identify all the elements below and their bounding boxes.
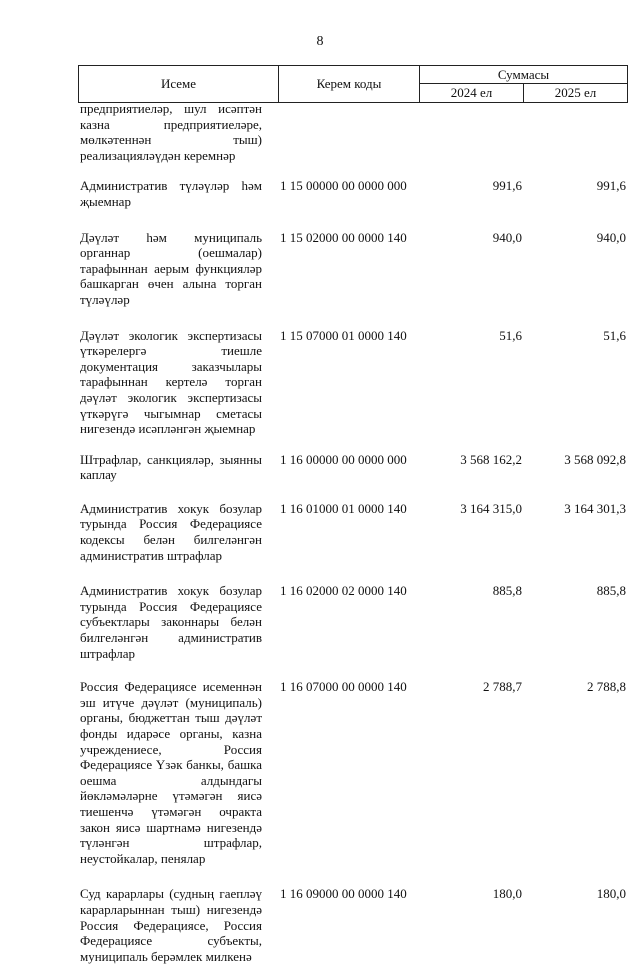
row-name-line: эш итүче дәүләт (муниципаль)	[80, 694, 262, 710]
row-name-line: турында Россия Федерациясе	[80, 598, 262, 614]
row-value-2025: 180,0	[596, 886, 626, 902]
row-name	[80, 178, 262, 209]
row-value-2025: 940,0	[596, 229, 626, 245]
header-year-2025: 2025 ел	[554, 85, 597, 100]
table-header	[78, 65, 628, 103]
row-name-line: дәүләт экологик экспертизасы	[80, 389, 262, 405]
row-name-line: Штрафлар, санкцияләр, зыянны	[80, 451, 262, 467]
row-name-line: түләүләр	[80, 291, 130, 307]
row-name-line: турында Россия Федерациясе	[80, 516, 262, 532]
header-name: Исеме	[79, 66, 279, 102]
row-name	[80, 452, 262, 483]
row-code: 1 15 07000 01 0000 140	[280, 327, 407, 343]
row-name-line: карарларыннан тыш) нигезендә	[80, 901, 262, 917]
row-value-2025: 885,8	[596, 583, 626, 599]
page-number: 8	[316, 34, 324, 49]
table-row	[80, 452, 628, 483]
row-name-line: билгеләнгән административ	[80, 630, 262, 646]
row-name	[80, 501, 262, 563]
row-name-line: закон яисә шартнамә нигезендә	[80, 819, 262, 835]
row-name-line: Россия Федерациясе, Россия	[80, 917, 262, 933]
row-name-line: Россия Федерациясе исеменнән	[80, 679, 262, 695]
row-value-2025: 991,6	[596, 178, 626, 194]
row-name	[80, 886, 262, 964]
row-name-line: йөкләмәләрне үтәмәгән яисә	[80, 788, 262, 804]
row-name-line: башкарган өчен алына торган	[80, 276, 262, 292]
row-value-2025: 3 164 301,3	[564, 500, 626, 516]
row-code: 1 16 01000 01 0000 140	[280, 500, 407, 516]
row-name-line: җыемнар	[80, 193, 131, 209]
row-name	[80, 101, 262, 163]
row-name-line: предприятиеләр, шул исәптән	[80, 101, 262, 116]
row-name-line: Федерациясе Үзәк банкы, башка	[80, 757, 262, 773]
row-name	[80, 230, 262, 308]
row-name-line: фонды идарәсе органы, казна	[80, 726, 262, 741]
row-value-2024: 940,0	[492, 229, 522, 245]
row-name	[80, 583, 262, 661]
header-sum: Суммасы	[420, 66, 627, 84]
row-value-2024: 991,6	[492, 178, 522, 194]
row-value-2025: 51,6	[603, 327, 626, 343]
row-name-line: учреждениесе, Россия	[80, 741, 262, 757]
header-year-2024: 2024 ел	[420, 84, 524, 102]
row-name-line: Административ түләүләр һәм	[80, 178, 262, 194]
row-name-line: Суд карарлары (судның гаепләү	[80, 886, 262, 902]
row-name-line: тарафыннан аерым функцияләр	[80, 260, 262, 276]
row-name-line: мөлкәтеннән тыш)	[80, 132, 262, 148]
row-value-2024: 3 164 315,0	[460, 500, 522, 516]
table-row	[80, 328, 628, 437]
table-row	[80, 679, 628, 866]
row-code: 1 16 00000 00 0000 000	[280, 451, 407, 467]
row-value-2024: 180,0	[492, 886, 522, 902]
row-name-line: реализацияләүдән керемнәр	[80, 147, 236, 163]
row-value-2024: 3 568 162,2	[460, 451, 522, 467]
table-row	[80, 230, 628, 308]
row-name-line: кодексы белән билгеләнгән	[80, 532, 262, 548]
row-code: 1 15 00000 00 0000 000	[280, 178, 407, 194]
row-name-line: субъектлары законнары белән	[80, 614, 262, 630]
row-name-line: Федерациясе субъекты,	[80, 933, 262, 949]
row-name-line: Административ хокук бозулар	[80, 583, 262, 599]
table-row	[80, 101, 628, 163]
row-name-line: муниципаль берәмлек милкенә	[80, 948, 252, 964]
row-name-line: каплау	[80, 467, 117, 483]
row-name-line: Дәүләт һәм муниципаль	[80, 229, 262, 245]
row-value-2025: 3 568 092,8	[564, 451, 626, 467]
table-row	[80, 178, 628, 209]
row-name-line: органы, бюджеттан тыш дәүләт	[80, 710, 262, 726]
row-name	[80, 679, 262, 866]
row-code: 1 15 02000 00 0000 140	[280, 229, 407, 245]
row-name-line: документация заказчылары	[80, 358, 262, 374]
header-code: Керем коды	[279, 66, 420, 102]
row-value-2024: 51,6	[499, 327, 522, 343]
row-name-line: органнар (оешмалар)	[80, 245, 262, 261]
row-code: 1 16 02000 02 0000 140	[280, 583, 407, 599]
row-name-line: Дәүләт экологик экспертизасы	[80, 327, 262, 343]
row-value-2024: 2 788,7	[483, 679, 522, 695]
row-name-line: неустойкалар, пенялар	[80, 850, 206, 866]
row-name-line: Административ хокук бозулар	[80, 500, 262, 516]
row-name-line: тарафыннан кертелә торган	[80, 374, 262, 390]
row-name-line: административ штрафлар	[80, 547, 223, 563]
table-row	[80, 583, 628, 661]
row-value-2025: 2 788,8	[587, 679, 626, 695]
row-name-line: казна предприятиеләре,	[80, 116, 262, 132]
table-row	[80, 501, 628, 563]
row-name-line: үткәрүгә чыгымнар сметасы	[80, 405, 262, 421]
table-row	[80, 886, 628, 964]
row-code: 1 16 09000 00 0000 140	[280, 886, 407, 902]
table-body	[80, 101, 628, 964]
row-value-2024: 885,8	[492, 583, 522, 599]
row-name-line: штрафлар	[80, 645, 135, 661]
row-name-line: нигезендә исәпләнгән җыемнар	[80, 421, 256, 437]
row-name-line: түләнгән штрафлар,	[80, 835, 262, 851]
row-name-line: үткәрелергә тиешле	[80, 343, 262, 359]
row-code: 1 16 07000 00 0000 140	[280, 679, 407, 695]
row-name-line: тиешенчә үтәмәгән очракта	[80, 803, 262, 819]
row-name-line: оешма алдындагы	[80, 772, 262, 788]
row-name	[80, 328, 262, 437]
